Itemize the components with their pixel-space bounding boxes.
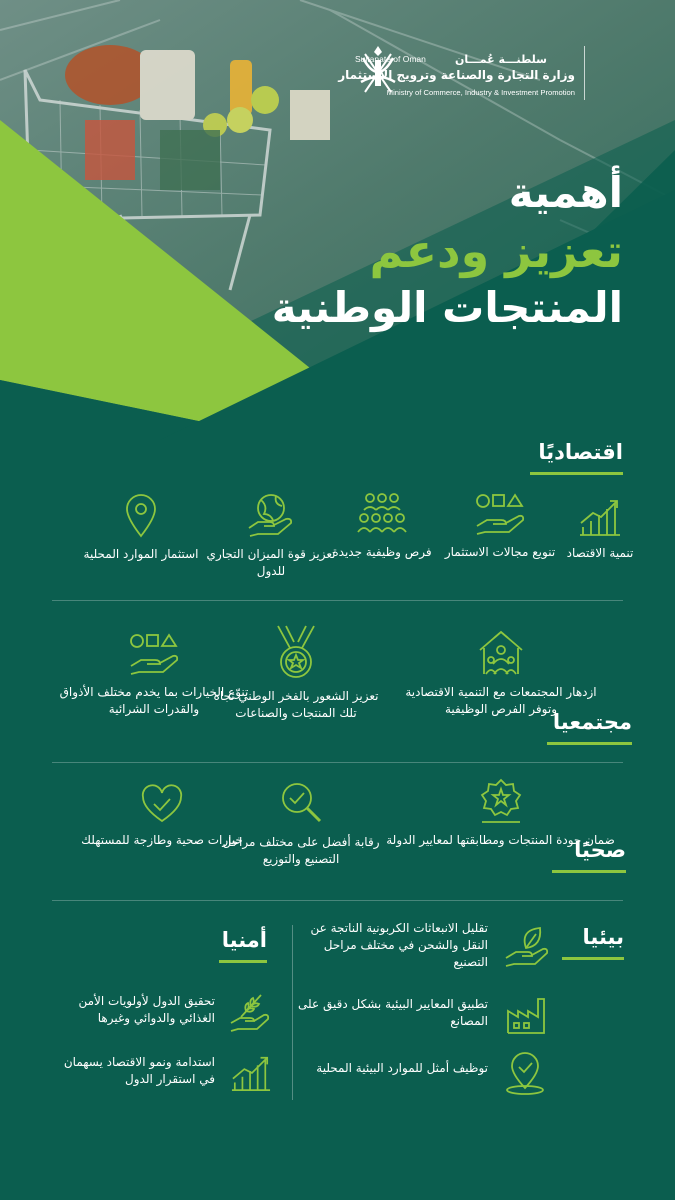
community-house-icon [476, 628, 526, 676]
heart-icon [139, 784, 185, 824]
environmental-heading: بيئيا [582, 925, 624, 949]
chart-up-icon [577, 495, 623, 537]
divider-2 [52, 762, 623, 763]
environmental-item-1 [300, 920, 550, 982]
divider-3 [52, 900, 623, 901]
hero-banner [0, 0, 675, 440]
social-label-1: ازدهار المجتمعات مع التنمية الاقتصادية وتوفر الفرص الوظيفية [405, 685, 597, 716]
security-underline [219, 960, 267, 963]
economic-item-5 [76, 492, 206, 563]
ministry-name-en: Ministry of Commerce, Industry & Investment Promotion [386, 88, 575, 97]
health-label-3: خيارات صحية وطازجة للمستهلك [81, 833, 243, 847]
sultanate-name-en: Sultanate of Oman [355, 54, 426, 64]
factory-icon [506, 995, 546, 1035]
economic-label-5: استثمار الموارد المحلية [83, 547, 199, 561]
column-divider [292, 925, 293, 1100]
security-item-2 [50, 1052, 275, 1102]
health-underline [552, 870, 626, 873]
economic-label-4: تعزيز قوة الميزان التجاري للدول [206, 547, 336, 578]
people-group-icon [356, 492, 408, 536]
environmental-label-2: تطبيق المعايير البيئية بشكل دقيق على المصانع [298, 997, 488, 1028]
security-label-1: تحقيق الدول لأولويات الأمن الغذائي والدوائي وغيرها [78, 994, 215, 1025]
ministry-name-ar: وزارة التجارة والصناعة وترويج الاستثمار [338, 68, 575, 82]
social-label-2: تعزيز الشعور بالفخر الوطني تجاه تلك المنتجات والصناعات [213, 689, 379, 720]
social-item-1 [396, 628, 606, 718]
title-line-2: تعزيز ودعم [369, 224, 623, 278]
social-label-3: تنوّع الخيارات بما يخدم مختلف الأذواق والقدرات الشرائية [59, 685, 249, 716]
leaf-hand-icon [504, 926, 550, 968]
health-item-3 [72, 784, 252, 849]
title-line-1: أهمية [508, 168, 623, 217]
medal-icon [272, 624, 320, 680]
environmental-label-1: تقليل الانبعاثات الكربونية الناتجة عن النقل والشحن في مختلف مراحل التصنيع [310, 921, 488, 969]
security-item-1 [50, 993, 275, 1043]
health-label-1: ضمان جودة المنتجات ومطابقتها لمعايير الدولة [386, 833, 615, 847]
location-pin-icon [123, 492, 159, 538]
magnifier-check-icon [279, 780, 323, 826]
shapes-hand-icon [473, 492, 527, 536]
economic-item-4 [196, 492, 346, 580]
divider-1 [52, 600, 623, 601]
chart-up-icon [229, 1052, 273, 1092]
globe-hand-icon [246, 492, 296, 538]
economic-heading: اقتصاديًا [538, 440, 623, 464]
health-heading: صحيًا [574, 838, 626, 862]
health-label-2: رقابة أفضل على مختلف مراحل التصنيع والتوزيع [222, 835, 380, 866]
social-heading: مجتمعيا [552, 710, 632, 734]
social-item-3 [52, 632, 256, 718]
environmental-item-2 [300, 993, 550, 1043]
environmental-label-3: توظيف أمثل للموارد البيئية المحلية [316, 1061, 488, 1075]
sultanate-name-ar: سلطنـــة عُمـــان [455, 53, 547, 66]
economic-underline [530, 472, 623, 475]
shapes-hand-icon [127, 632, 181, 676]
economic-label-3: فرص وظيفية جديدة [332, 545, 432, 559]
title-line-3: المنتجات الوطنية [271, 283, 623, 332]
security-label-2: استدامة ونمو الاقتصاد يسهمان في استقرار الدول [63, 1055, 215, 1086]
logo-divider [584, 46, 585, 100]
economic-item-2 [440, 492, 560, 561]
security-heading: أمنيا [221, 928, 267, 952]
health-item-1 [378, 778, 623, 849]
location-check-icon [504, 1052, 546, 1096]
economic-label-1: تنمية الاقتصاد [566, 546, 634, 560]
ministry-logo [338, 42, 640, 108]
environmental-item-3 [300, 1052, 550, 1102]
environmental-underline [562, 957, 624, 960]
wheat-hand-icon [229, 993, 271, 1033]
social-underline [547, 742, 632, 745]
quality-star-icon [476, 778, 526, 824]
economic-label-2: تنويع مجالات الاستثمار [444, 545, 556, 559]
